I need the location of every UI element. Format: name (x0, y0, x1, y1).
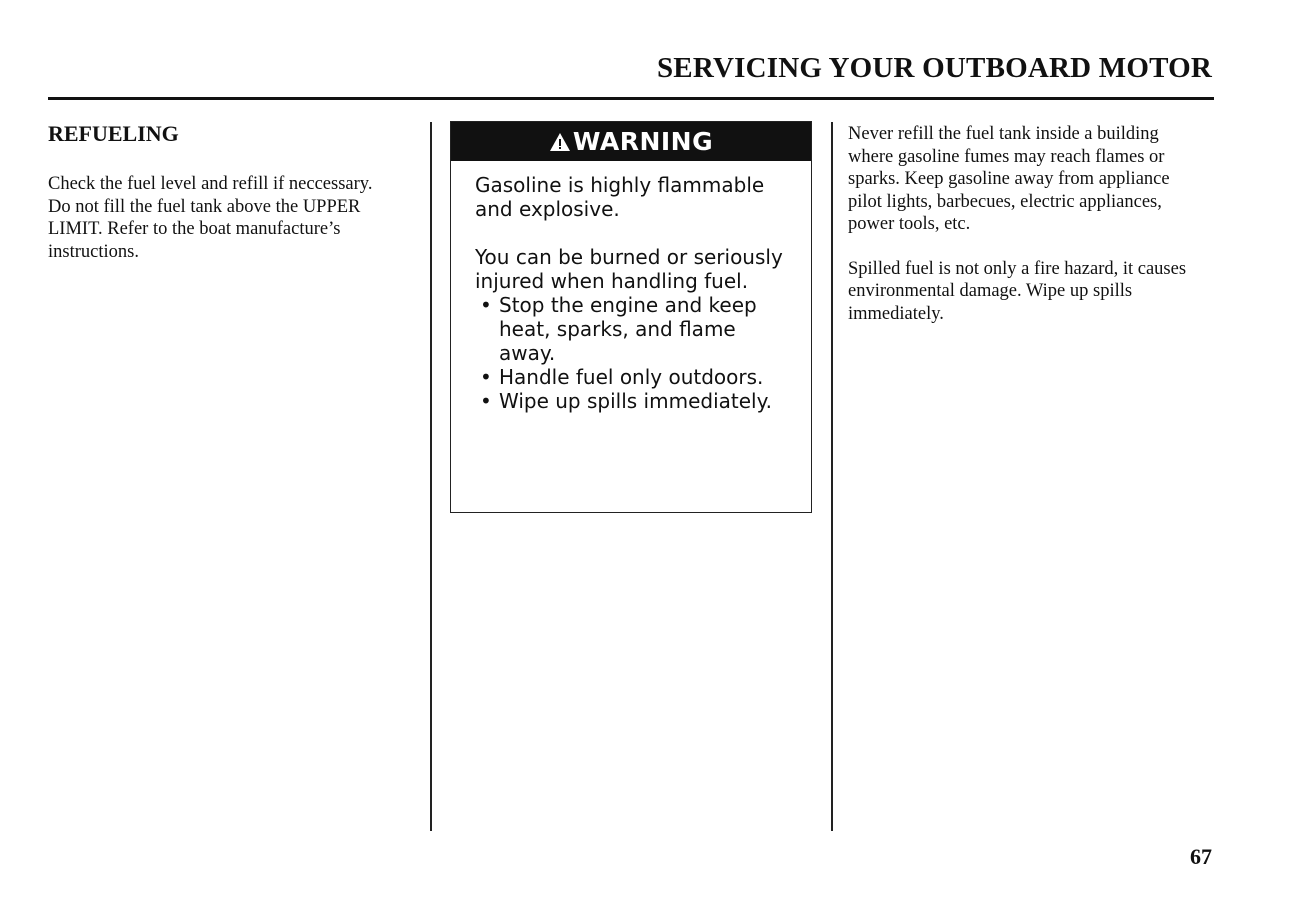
warning-paragraph-2: You can be burned or seriously injured when handling fuel. (475, 245, 783, 293)
warning-bullet: • Handle fuel only outdoors. (475, 365, 797, 389)
warning-box (450, 121, 812, 513)
header-rule (48, 97, 1214, 100)
warning-triangle-icon (549, 132, 571, 152)
page-header-title: SERVICING YOUR OUTBOARD MOTOR (656, 52, 1212, 84)
warning-header (451, 122, 811, 161)
fuel-safety-paragraph-2: Spilled fuel is not only a fire hazard, it causes environmental damage. Wipe up spills immediately. (848, 258, 1187, 324)
warning-bullet: • Wipe up spills immediately. (475, 389, 797, 413)
warning-bullet-list (475, 293, 797, 413)
fuel-safety-paragraph-1: Never refill the fuel tank inside a building where gasoline fumes may reach flames or sparks. Keep gasoline away from appliance pilot lights, barbecues, electric appliances, power tools, etc. (848, 124, 1170, 234)
warning-bullet: • Stop the engine and keep heat, sparks, and flame away. (475, 293, 797, 365)
column-divider-right (831, 122, 833, 831)
section-title: REFUELING (48, 121, 179, 146)
column-divider-left (430, 122, 432, 831)
page-number: 67 (1190, 844, 1212, 869)
refueling-instructions: Check the fuel level and refill if neccessary. Do not fill the fuel tank above the UPPER LIMIT. Refer to the boat manufacture’s instructions. (48, 174, 373, 262)
warning-label: WARNING (572, 127, 714, 156)
warning-body (451, 161, 811, 413)
warning-paragraph-1: Gasoline is highly flammable and explosive. (475, 173, 765, 221)
fuel-safety-text (848, 123, 1188, 347)
